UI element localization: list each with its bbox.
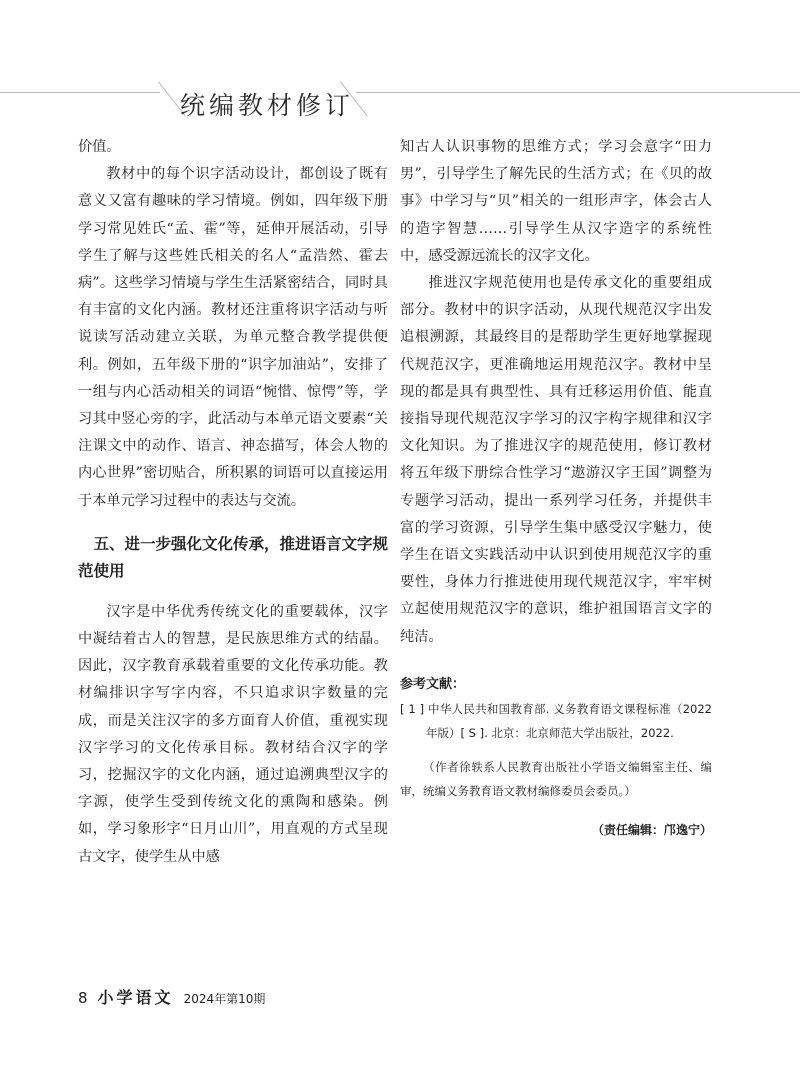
reference-item: [ 1 ] 中华人民共和国教育部. 义务教育语文课程标准（2022年版）[ S ]. 北京：北京师范大学出版社，2022. <box>400 701 712 740</box>
paragraph: 知古人认识事物的思维方式；学习会意字“田力男”，引导学生了解先民的生活方式；在《贝的故事》中学习与“贝”相关的一组形声字，体会古人的造字智慧……引导学生从汉字造字的系统性中，感受源远流长的汉字文化。 <box>400 139 712 264</box>
paragraph: 汉字是中华优秀传统文化的重要载体，汉字中凝结着古人的智慧，是民族思维方式的结晶。因此，汉字教育承载着重要的文化传承功能。教材编排识字写字内容，不只追求识字数量的完成，而是关注汉字的多方面育人价值，重视实现汉字学习的文化传承目标。教材结合汉字的学习，挖掘汉字的文化内涵，通过追溯典型汉字的字源，使学生受到传统文化的熏陶和感染。例如，学习象形字“日月山川”，用直观的方式呈现古文字，使学生从中感 <box>78 603 388 865</box>
section-heading: 五、进一步强化文化传承，推进语言文字规范使用 <box>78 534 389 580</box>
section-title: 统编教材修订 <box>180 91 355 120</box>
header-rule-left <box>0 92 160 93</box>
paragraph: 教材中的每个识字活动设计，都创设了既有意义又富有趣味的学习情境。例如，四年级下册学习常见姓氏“孟、霍”等，延伸开展活动，引导学生了解与这些姓氏相关的名人“孟浩然、霍去病”。这些学习情境与学生生活紧密结合，同时具有丰富的文化内涵。教材还注重将识字活动与听说读写活动建立关联，为单元整合教学提供便利。例如，五年级下册的“识字加油站”，安排了一组与内心活动相关的词语“惋惜、惊愕”等，学习其中竖心旁的字，此活动与本单元语文要素“关注课文中的动作、语言、神态描写，体会人物的内心世界”密切贴合，所积累的词语可以直接运用于本单元学习过程中的表达与交流。 <box>78 166 388 509</box>
paragraph: 推进汉字规范使用也是传承文化的重要组成部分。教材中的识字活动，从现代规范汉字出发追根溯源，其最终目的是帮助学生更好地掌握现代规范汉字，更准确地运用规范汉字。教材中呈现的都是具有典型性、具有迁移运用价值、能直接指导现代规范汉字学习的汉字构字规律和汉字文化知识。为了推进汉字的规范使用，修订教材将五年级下册综合性学习“遨游汉字王国”调整为专题学习活动，提出一系列学习任务，并提供丰富的学习资源，引导学生集中感受汉字魅力，使学生在语文实践活动中认识到使用规范汉字的重要性，身体力行推进使用现代规范汉字，牢牢树立起使用规范汉字的意识，维护祖国语言文字的纯洁。 <box>400 275 712 645</box>
page-footer <box>78 985 265 1008</box>
header-rule-right <box>356 92 800 93</box>
author-note: （作者徐轶系人民教育出版社小学语文编辑室主任、编审，统编义务教育语文教材编修委员会委员。） <box>400 759 712 798</box>
paragraph: 价值。 <box>78 139 121 155</box>
page-number: 8 <box>78 989 88 1007</box>
magazine-logo: 小学语文 <box>97 988 174 1007</box>
issue-label: 2024年第10期 <box>183 992 266 1006</box>
responsible-editor: （责任编辑：邝逸宁） <box>591 822 712 837</box>
references-title: 参考文献： <box>400 676 466 692</box>
right-column <box>400 134 712 844</box>
left-column <box>78 134 388 871</box>
